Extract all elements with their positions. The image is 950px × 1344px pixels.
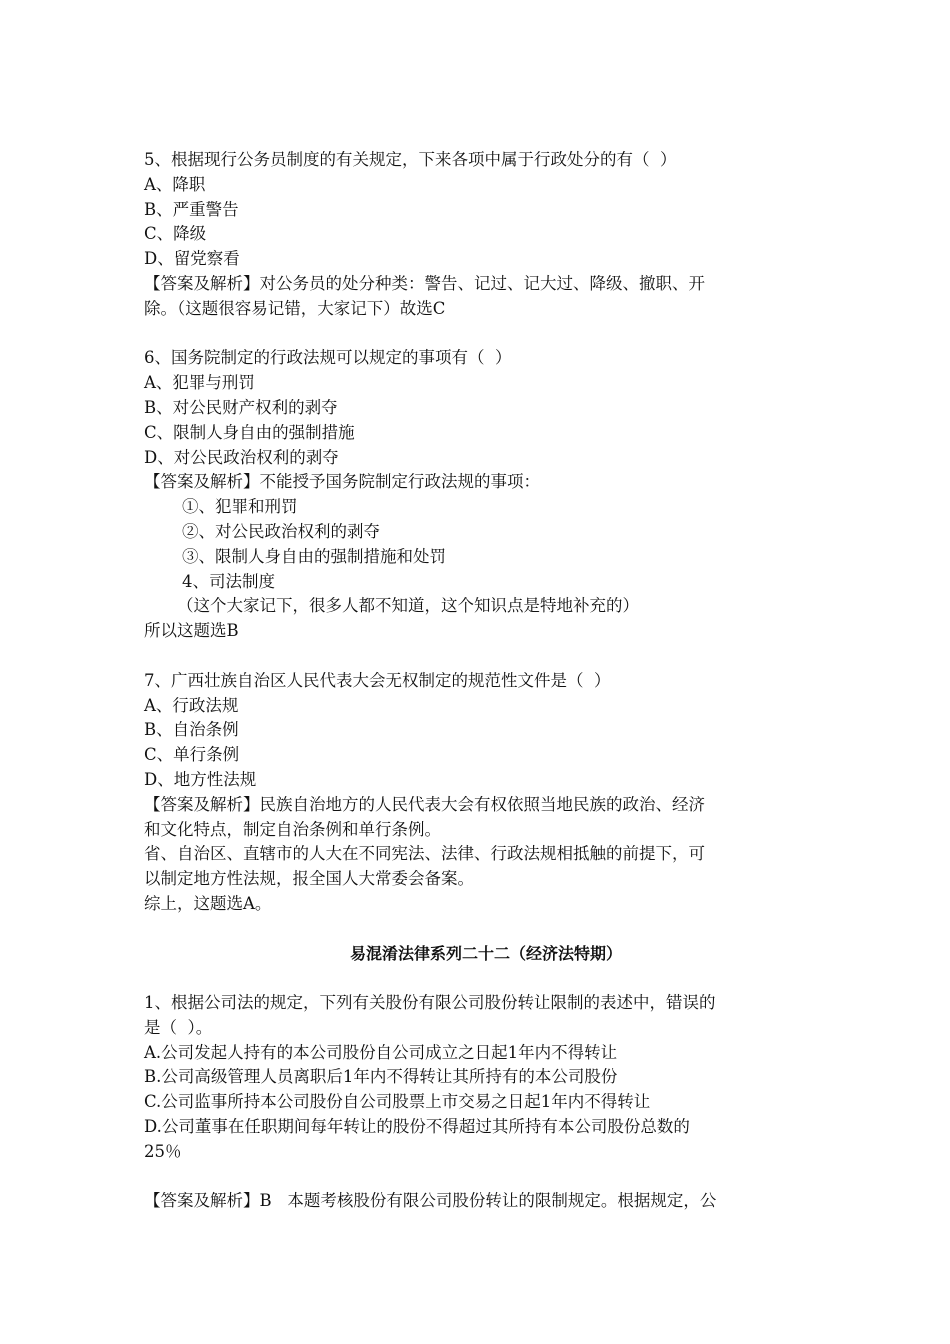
spacer [144, 1165, 808, 1190]
q5-answer-line-1: 【答案及解析】对公务员的处分种类：警告、记过、记大过、降级、撤职、开 [144, 273, 705, 293]
q6-answer-intro: 【答案及解析】不能授予国务院制定行政法规的事项： [144, 472, 540, 492]
q5-option-b: B、严重警告 [144, 199, 239, 219]
q7-answer-line-2: 和文化特点，制定自治条例和单行条例。 [144, 819, 441, 839]
q7-option-a: A、行政法规 [144, 695, 239, 715]
spacer [144, 644, 808, 669]
s1-option-c: C.公司监事所持本公司股份自公司股票上市交易之日起1年内不得转让 [144, 1092, 651, 1112]
q7-option-d: D、地方性法规 [144, 769, 257, 789]
section-question-1-line-1: 1、根据公司法的规定，下列有关股份有限公司股份转让限制的表述中，错误的 [144, 993, 716, 1013]
q6-option-c: C、限制人身自由的强制措施 [144, 422, 355, 442]
s1-option-b: B.公司高级管理人员离职后1年内不得转让其所持有的本公司股份 [144, 1067, 618, 1087]
q7-option-c: C、单行条例 [144, 745, 240, 765]
q6-conclusion: 所以这题选B [144, 621, 239, 641]
spacer [144, 917, 808, 942]
q6-answer-item-2: ②、对公民政治权利的剥夺 [182, 521, 380, 541]
s1-option-a: A.公司发起人持有的本公司股份自公司成立之日起1年内不得转让 [144, 1042, 618, 1062]
q6-answer-item-4: 4、司法制度 [182, 571, 275, 591]
q7-answer-line-1: 【答案及解析】民族自治地方的人民代表大会有权依照当地民族的政治、经济 [144, 794, 705, 814]
q6-answer-item-3: ③、限制人身自由的强制措施和处罚 [182, 546, 446, 566]
q5-option-a: A、降职 [144, 174, 206, 194]
s1-option-d-continued: 25％ [144, 1141, 182, 1161]
q7-answer-line-3: 省、自治区、直辖市的人大在不同宪法、法律、行政法规相抵触的前提下，可 [144, 844, 705, 864]
q5-option-d: D、留党察看 [144, 249, 240, 269]
q7-answer-line-4: 以制定地方性法规，报全国人大常委会备案。 [144, 869, 474, 889]
q5-answer-line-2: 除。（这题很容易记错，大家记下）故选C [144, 298, 446, 318]
s1-option-d: D.公司董事在任职期间每年转让的股份不得超过其所持有本公司股份总数的 [144, 1117, 690, 1137]
spacer [144, 966, 808, 991]
q6-option-a: A、犯罪与刑罚 [144, 373, 255, 393]
s1-answer-line-1: 【答案及解析】B 本题考核股份有限公司股份转让的限制规定。根据规定，公 [144, 1191, 717, 1211]
question-6: 6、国务院制定的行政法规可以规定的事项有（ ） [144, 348, 512, 368]
question-5: 5、根据现行公务员制度的有关规定，下来各项中属于行政处分的有（ ） [144, 150, 677, 169]
q6-note: （这个大家记下，很多人都不知道，这个知识点是特地补充的） [177, 596, 639, 616]
document-body [144, 148, 808, 1214]
q6-option-d: D、对公民政治权利的剥夺 [144, 447, 339, 467]
q6-option-b: B、对公民财产权利的剥夺 [144, 397, 338, 417]
q7-option-b: B、自治条例 [144, 720, 239, 740]
q5-option-c: C、降级 [144, 224, 207, 244]
spacer [144, 322, 808, 347]
section-question-1-line-2: 是（ ）。 [144, 1017, 213, 1037]
q7-conclusion: 综上，这题选A。 [144, 893, 272, 913]
question-7: 7、广西壮族自治区人民代表大会无权制定的规范性文件是（ ） [144, 670, 611, 690]
q6-answer-item-1: ①、犯罪和刑罚 [182, 497, 298, 517]
section-title: 易混淆法律系列二十二（经济法特期） [349, 943, 622, 963]
